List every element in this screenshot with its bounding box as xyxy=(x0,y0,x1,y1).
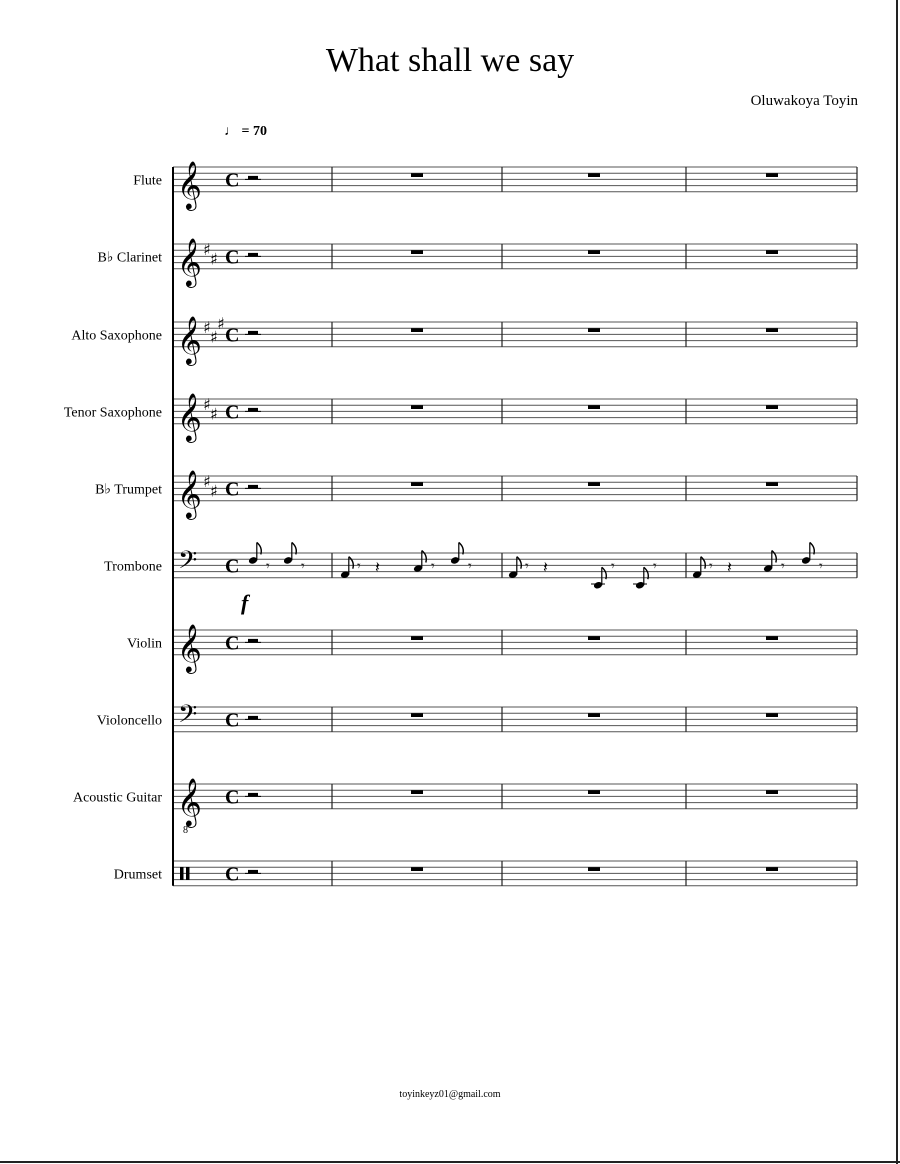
bass-clef-icon: 𝄢 xyxy=(178,546,198,581)
whole-rest-icon xyxy=(588,790,600,794)
octave-eight-icon: 8 xyxy=(183,824,188,836)
common-time-icon: C xyxy=(225,786,240,809)
common-time-icon: C xyxy=(225,169,240,192)
half-rest-icon xyxy=(248,408,258,412)
instrument-label: Tenor Saxophone xyxy=(63,405,162,421)
eighth-note-icon xyxy=(248,542,261,564)
whole-rest-icon xyxy=(766,173,778,177)
whole-rest-icon xyxy=(588,482,600,486)
instrument-label: Flute xyxy=(133,173,162,189)
whole-rest-icon xyxy=(588,328,600,332)
common-time-icon: C xyxy=(225,246,240,269)
eighth-note-icon xyxy=(508,557,521,579)
bass-clef-icon: 𝄢 xyxy=(178,700,198,735)
common-time-icon: C xyxy=(225,478,240,501)
eighth-note-icon xyxy=(450,542,463,564)
sharp-icon: ♯ xyxy=(203,472,211,491)
whole-rest-icon xyxy=(411,867,423,871)
sharp-icon: ♯ xyxy=(203,395,211,414)
eighth-note-icon xyxy=(340,557,353,579)
whole-rest-icon xyxy=(411,405,423,409)
quarter-rest-icon: 𝄽 xyxy=(727,557,732,577)
common-time-icon: C xyxy=(225,632,240,655)
common-time-icon: C xyxy=(225,709,240,732)
treble-clef-icon: 𝄞 xyxy=(177,236,202,286)
whole-rest-icon xyxy=(766,405,778,409)
eighth-rest-icon: 𝄾 xyxy=(611,558,615,575)
whole-rest-icon xyxy=(411,328,423,332)
staff xyxy=(133,160,857,211)
instrument-label: Alto Saxophone xyxy=(71,328,162,344)
treble-clef-icon: 𝄞 xyxy=(177,391,202,441)
quarter-rest-icon: 𝄽 xyxy=(543,557,548,577)
whole-rest-icon xyxy=(766,328,778,332)
whole-rest-icon xyxy=(766,867,778,871)
instrument-label: Acoustic Guitar xyxy=(72,790,162,806)
whole-rest-icon xyxy=(411,790,423,794)
staff xyxy=(64,392,857,443)
treble-clef-icon: 𝄞 xyxy=(177,776,202,826)
staves-group xyxy=(64,160,857,886)
sharp-icon: ♯ xyxy=(210,481,218,501)
eighth-note-icon xyxy=(593,567,606,589)
staff xyxy=(71,314,857,366)
instrument-label: B♭ Clarinet xyxy=(97,250,162,266)
page-border-right xyxy=(896,0,898,1164)
instrument-label: Violin xyxy=(127,636,162,652)
sharp-icon: ♯ xyxy=(203,318,211,337)
whole-rest-icon xyxy=(411,636,423,640)
half-rest-icon xyxy=(248,176,258,180)
sharp-icon: ♯ xyxy=(210,249,218,269)
eighth-note-icon xyxy=(283,542,296,564)
whole-rest-icon xyxy=(588,867,600,871)
whole-rest-icon xyxy=(766,250,778,254)
half-rest-icon xyxy=(248,253,258,257)
half-rest-icon xyxy=(248,331,258,335)
instrument-label: Trombone xyxy=(104,559,162,575)
whole-rest-icon xyxy=(766,482,778,486)
eighth-rest-icon: 𝄾 xyxy=(709,558,713,575)
page-border-bottom xyxy=(0,1161,900,1163)
common-time-icon: C xyxy=(225,401,240,424)
eighth-rest-icon: 𝄾 xyxy=(653,558,657,575)
sharp-icon: ♯ xyxy=(217,314,225,333)
eighth-rest-icon: 𝄾 xyxy=(468,558,472,575)
eighth-rest-icon: 𝄾 xyxy=(525,558,529,575)
sharp-icon: ♯ xyxy=(203,240,211,259)
eighth-rest-icon: 𝄾 xyxy=(781,558,785,575)
eighth-note-icon xyxy=(763,551,776,573)
treble-clef-icon: 𝄞 xyxy=(177,622,202,672)
staff xyxy=(127,623,857,674)
eighth-rest-icon: 𝄾 xyxy=(266,558,270,575)
half-rest-icon xyxy=(248,793,258,797)
whole-rest-icon xyxy=(766,790,778,794)
half-rest-icon xyxy=(248,870,258,874)
footer-email: toyinkeyz01@gmail.com xyxy=(399,1089,501,1100)
treble-clef-icon: 𝄞 xyxy=(177,314,202,364)
score-title: What shall we say xyxy=(325,42,575,79)
half-rest-icon xyxy=(248,716,258,720)
staff xyxy=(95,469,857,520)
whole-rest-icon xyxy=(766,713,778,717)
staff xyxy=(97,700,857,735)
instrument-label: Violoncello xyxy=(96,713,162,729)
quarter-rest-icon: 𝄽 xyxy=(375,557,380,577)
eighth-note-icon xyxy=(413,551,426,573)
whole-rest-icon xyxy=(588,636,600,640)
staff xyxy=(73,777,857,836)
whole-rest-icon xyxy=(411,173,423,177)
staff xyxy=(114,861,857,886)
treble-clef-icon: 𝄞 xyxy=(177,159,202,209)
half-rest-icon xyxy=(248,639,258,643)
whole-rest-icon xyxy=(411,713,423,717)
eighth-rest-icon: 𝄾 xyxy=(431,558,435,575)
eighth-rest-icon: 𝄾 xyxy=(301,558,305,575)
whole-rest-icon xyxy=(588,250,600,254)
tempo-marking: ♩ = 70 xyxy=(224,124,267,139)
treble-clef-icon: 𝄞 xyxy=(177,468,202,518)
eighth-note-icon xyxy=(801,542,814,564)
common-time-icon: C xyxy=(225,863,240,886)
common-time-icon: C xyxy=(225,324,240,347)
instrument-label: B♭ Trumpet xyxy=(95,482,162,498)
sharp-icon: ♯ xyxy=(210,327,218,347)
composer-name: Oluwakoya Toyin xyxy=(750,93,858,109)
eighth-note-icon xyxy=(635,567,648,589)
whole-rest-icon xyxy=(588,713,600,717)
instrument-label: Drumset xyxy=(113,867,162,883)
dynamic-marking: f xyxy=(241,590,249,615)
eighth-note-icon xyxy=(692,557,705,579)
whole-rest-icon xyxy=(411,250,423,254)
common-time-icon: C xyxy=(225,555,240,578)
whole-rest-icon xyxy=(588,173,600,177)
eighth-rest-icon: 𝄾 xyxy=(357,558,361,575)
half-rest-icon xyxy=(248,485,258,489)
whole-rest-icon xyxy=(411,482,423,486)
whole-rest-icon xyxy=(766,636,778,640)
whole-rest-icon xyxy=(588,405,600,409)
staff xyxy=(104,542,857,589)
sharp-icon: ♯ xyxy=(210,404,218,424)
eighth-rest-icon: 𝄾 xyxy=(819,558,823,575)
staff xyxy=(97,237,857,288)
